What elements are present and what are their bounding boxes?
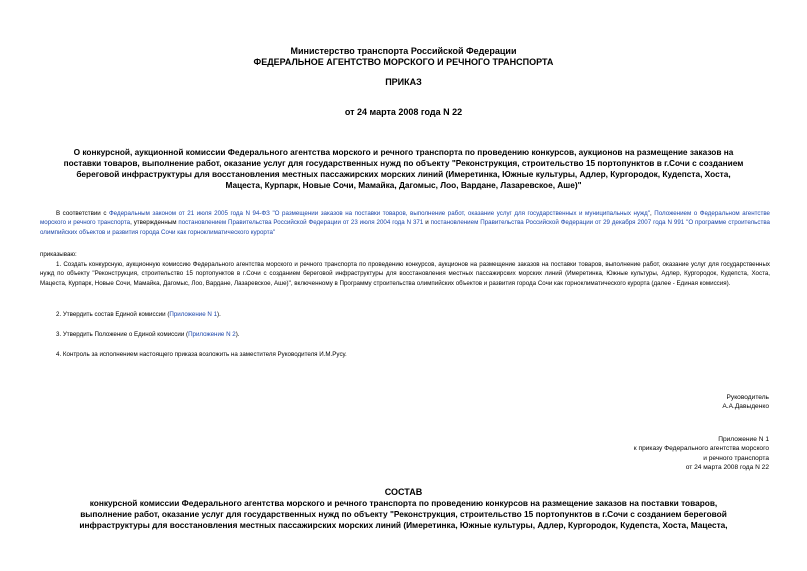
- document-title-line: поставки товаров, выполнение работ, оказание услуг для государственных нужд по объекту "Реконструкция, строительство 15 портопунктов в г.Сочи с созданием: [63, 158, 744, 168]
- appendix-line: и речного транспорта: [703, 454, 769, 462]
- appendix-1-link[interactable]: Приложение N 1: [169, 311, 218, 318]
- signatory-position: Руководитель: [726, 394, 769, 401]
- document-title-line: береговой инфраструктуры для восстановления местных пассажирских морских линий (Имеретинка, Южные культуры, Адлер, Кургородок, Кудепста, Хоста,: [76, 169, 731, 179]
- composition-line: инфраструктуры для восстановления местных пассажирских морских линий (Имеретинка, Южные культуры, Адлер, Кургородок, Кудепста, Хоста, Мацеста,: [79, 520, 728, 530]
- signatory-name: А.А.Давыденко: [722, 403, 769, 411]
- preamble-text: В соответствии с: [56, 210, 109, 217]
- appendix-line: к приказу Федерального агентства морского: [633, 445, 769, 453]
- appendix-2-link[interactable]: Приложение N 2: [188, 331, 236, 338]
- item-4-paragraph: 4. Контроль за исполнением настоящего приказа возложить на заместителя Руководителя И.М.Русу.: [56, 351, 347, 358]
- ministry-name: Министерство транспорта Российской Федерации: [290, 46, 517, 56]
- composition-line: конкурсной комиссии Федерального агентства морского и речного транспорта по проведению конкурсов на размещение заказов на поставки товаров,: [89, 498, 718, 508]
- preamble-text: ,: [650, 210, 655, 217]
- item-3-text: 3. Утвердить Положение о Единой комиссии (: [56, 331, 189, 338]
- appendix-label: Приложение N 1: [718, 436, 769, 443]
- document-date-number: от 24 марта 2008 года N 22: [344, 107, 463, 117]
- federal-law-link[interactable]: Федеральным законом от 21 июля 2005 года N 94-ФЗ "О размещении заказов на поставки товаров, выполнение работ, оказание услуг для государственных и муниципальных нужд": [108, 210, 650, 217]
- preamble-text: и: [423, 219, 431, 227]
- document-title-line: Мацеста, Курпарк, Новые Сочи, Мамайка, Дагомыс, Лоо, Вардане, Лазаревское, Аше)": [225, 180, 582, 190]
- document-title-line: О конкурсной, аукционной комиссии Федерального агентства морского и речного транспорта по проведению конкурсов, аукционов на размещение заказов на: [73, 147, 734, 157]
- appendix-line: от 24 марта 2008 года N 22: [685, 463, 769, 471]
- preamble-paragraph: [40, 209, 770, 237]
- item-3-paragraph: [56, 330, 756, 339]
- composition-heading: СОСТАВ: [384, 487, 423, 497]
- item-1-paragraph: 1. Создать конкурсную, аукционную комиссию Федерального агентства морского и речного транспорта по проведению конкурсов, аукционов на размещение заказов на поставки товаров, выполнение работ, оказание услуг для государственных нужд по объекту "Реконструкция, строительство 15 портопунктов в г.Сочи с созданием береговой инфраструктуры для восстановления местных пассажирских морских линий (Имеретинка, Южные культуры, Адлер, Кургородок, Кудепста, Хоста, Мацеста, Курпарк, Новые Сочи, Мамайка, Дагомыс, Лоо, Вардане, Лазаревское, Аше)", включенному в Программу строительства олимпийских объектов и развития города Сочи как горноклиматического курорта (далее - Единая комиссия).: [40, 261, 770, 287]
- preamble-text: , утвержденным: [130, 219, 179, 227]
- government-decree-371-link[interactable]: постановлением Правительства Российской Федерации от 23 июля 2004 года N 371: [178, 219, 424, 227]
- agency-regulation-link[interactable]: Положением о Федеральном агентстве морского и речного транспорта: [40, 210, 770, 227]
- order-word: приказываю:: [40, 251, 77, 258]
- item-3-end: ).: [235, 331, 240, 338]
- composition-line: выполнение работ, оказание услуг для государственных нужд по объекту "Реконструкция, строительство 15 портопунктов в г.Сочи с созданием береговой: [80, 509, 727, 519]
- signature-block: [722, 393, 769, 412]
- document-type: ПРИКАЗ: [385, 77, 422, 87]
- item-2-paragraph: [56, 310, 756, 319]
- government-decree-991-link[interactable]: постановлением Правительства Российской Федерации от 29 декабря 2007 года N 991 "О программе строительства олимпийских объектов и развития города Сочи как горноклиматического курорта": [40, 219, 770, 236]
- item-2-text: 2. Утвердить состав Единой комиссии (: [56, 311, 170, 318]
- appendix-header: [634, 435, 769, 472]
- agency-name: ФЕДЕРАЛЬНОЕ АГЕНТСТВО МОРСКОГО И РЕЧНОГО ТРАНСПОРТА: [253, 57, 554, 67]
- item-2-end: ).: [217, 311, 221, 318]
